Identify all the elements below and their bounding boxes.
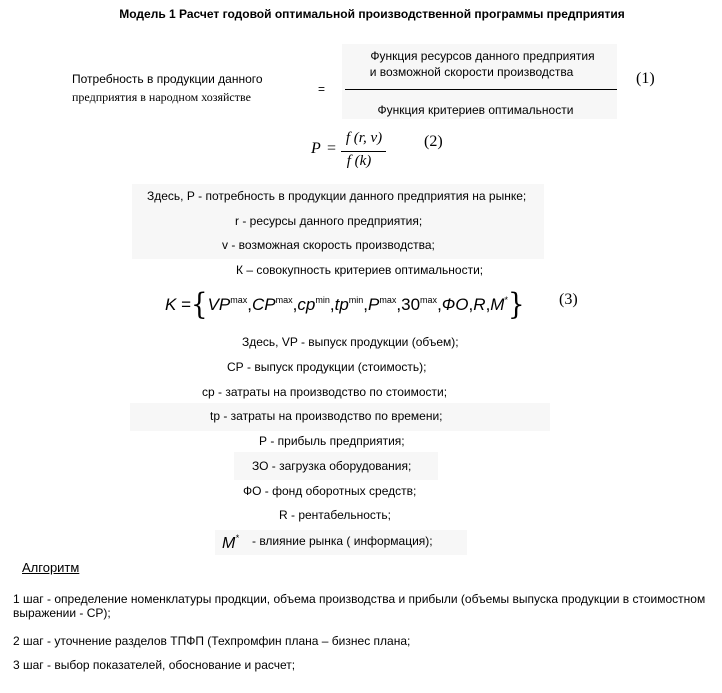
formula3-cp-lower-sup: min — [315, 295, 330, 305]
formula1-fraction-bar — [345, 89, 617, 90]
definition-cp-upper: СР - выпуск продукции (стоимость); — [227, 360, 427, 374]
definition-fo: ФО - фонд оборотных средств; — [243, 484, 417, 498]
market-symbol — [222, 535, 239, 553]
formula3-30: 30 — [401, 295, 421, 314]
formula3-vp: VP — [207, 295, 231, 314]
formula1-number: (1) — [636, 70, 655, 87]
formula1-left-line1: Потребность в продукции данного — [72, 72, 263, 86]
algorithm-step-2: 2 шаг - уточнение разделов ТПФП (Техпромфин плана – бизнес плана; — [13, 634, 411, 648]
formula3-cp-lower: cp — [297, 295, 316, 314]
formula2-lhs: P — [311, 140, 321, 157]
formula3-cp-upper-sup: max — [275, 295, 293, 305]
formula3-p: P — [368, 295, 380, 314]
formula3-tp: tp — [334, 295, 349, 314]
formula3-fo: ФO — [441, 295, 469, 314]
formula3-p-sup: max — [379, 295, 397, 305]
formula2-fraction-bar — [341, 151, 386, 152]
formula2-eq: = — [327, 140, 337, 157]
definition-p: Здесь, Р - потребность в продукции данного предприятия на рынке; — [147, 189, 527, 203]
formula2-number: (2) — [424, 133, 443, 150]
formula2-denominator: f (k) — [346, 153, 372, 169]
formula1-numerator-line2: и возможной скорости производства — [369, 65, 574, 79]
formula3-lhs: K — [165, 295, 177, 314]
formula3-vp-sup: max — [230, 295, 248, 305]
definition-cp-lower: ср - затраты на производство по стоимости; — [202, 385, 448, 399]
algorithm-step-1-cont: выражении - СР); — [13, 606, 111, 620]
formula1-denominator: Функция критериев оптимальности — [377, 103, 574, 117]
formula3-number: (3) — [559, 291, 578, 308]
formula1-equals: = — [318, 82, 326, 96]
definition-vp: Здесь, VP - выпуск продукции (объем); — [242, 335, 459, 349]
algorithm-step-1: 1 шаг - определение номенклатуры продкции, объема производства и прибыли (объемы выпуска продукции в стоимостном — [13, 592, 706, 606]
market-definition: - влияние рынка ( информация); — [252, 534, 433, 548]
formula3-expression: $K =\{VP^{max},CP^{max},cp^{min},tp^{min},P^{max},30^{max},ФO,R,M^*\}$ — [165, 287, 525, 323]
formula3-30-sup: max — [420, 295, 438, 305]
definition-k: К – совокупность критериев оптимальности; — [236, 263, 484, 277]
formula1-left-line2: предприятия в народном хозяйстве — [72, 90, 251, 104]
page-title: Модель 1 Расчет годовой оптимальной производственной программы предприятия — [119, 7, 625, 21]
definition-r: r - ресурсы данного предприятия; — [235, 214, 423, 228]
formula3-cp-upper: CP — [252, 295, 276, 314]
definition-v: v - возможная скорость производства; — [222, 238, 435, 252]
formula3-m-sup: * — [504, 295, 508, 305]
formula3-m: M — [490, 295, 505, 314]
market-symbol-letter: M — [222, 535, 236, 552]
algorithm-step-3: 3 шаг - выбор показателей, обоснование и расчет; — [13, 658, 296, 672]
definition-tp: tp - затраты на производство по времени; — [210, 409, 443, 423]
formula3-r: R — [473, 295, 486, 314]
formula3-tp-sup: min — [348, 295, 364, 305]
right-brace-icon: } — [507, 287, 525, 323]
definition-zo: ЗО - загрузка оборудования; — [252, 459, 412, 473]
algorithm-heading: Алгоритм — [22, 560, 80, 575]
formula1-numerator-line1: Функция ресурсов данного предприятия — [370, 49, 595, 63]
formula2-numerator: f (r, v) — [345, 130, 383, 146]
formula3-eq: = — [181, 295, 192, 314]
definition-profit: Р - прибыль предприятия; — [259, 434, 405, 448]
definition-rentability: R - рентабельность; — [279, 508, 391, 522]
left-brace-icon: { — [191, 287, 208, 323]
market-symbol-sup: * — [235, 533, 239, 543]
